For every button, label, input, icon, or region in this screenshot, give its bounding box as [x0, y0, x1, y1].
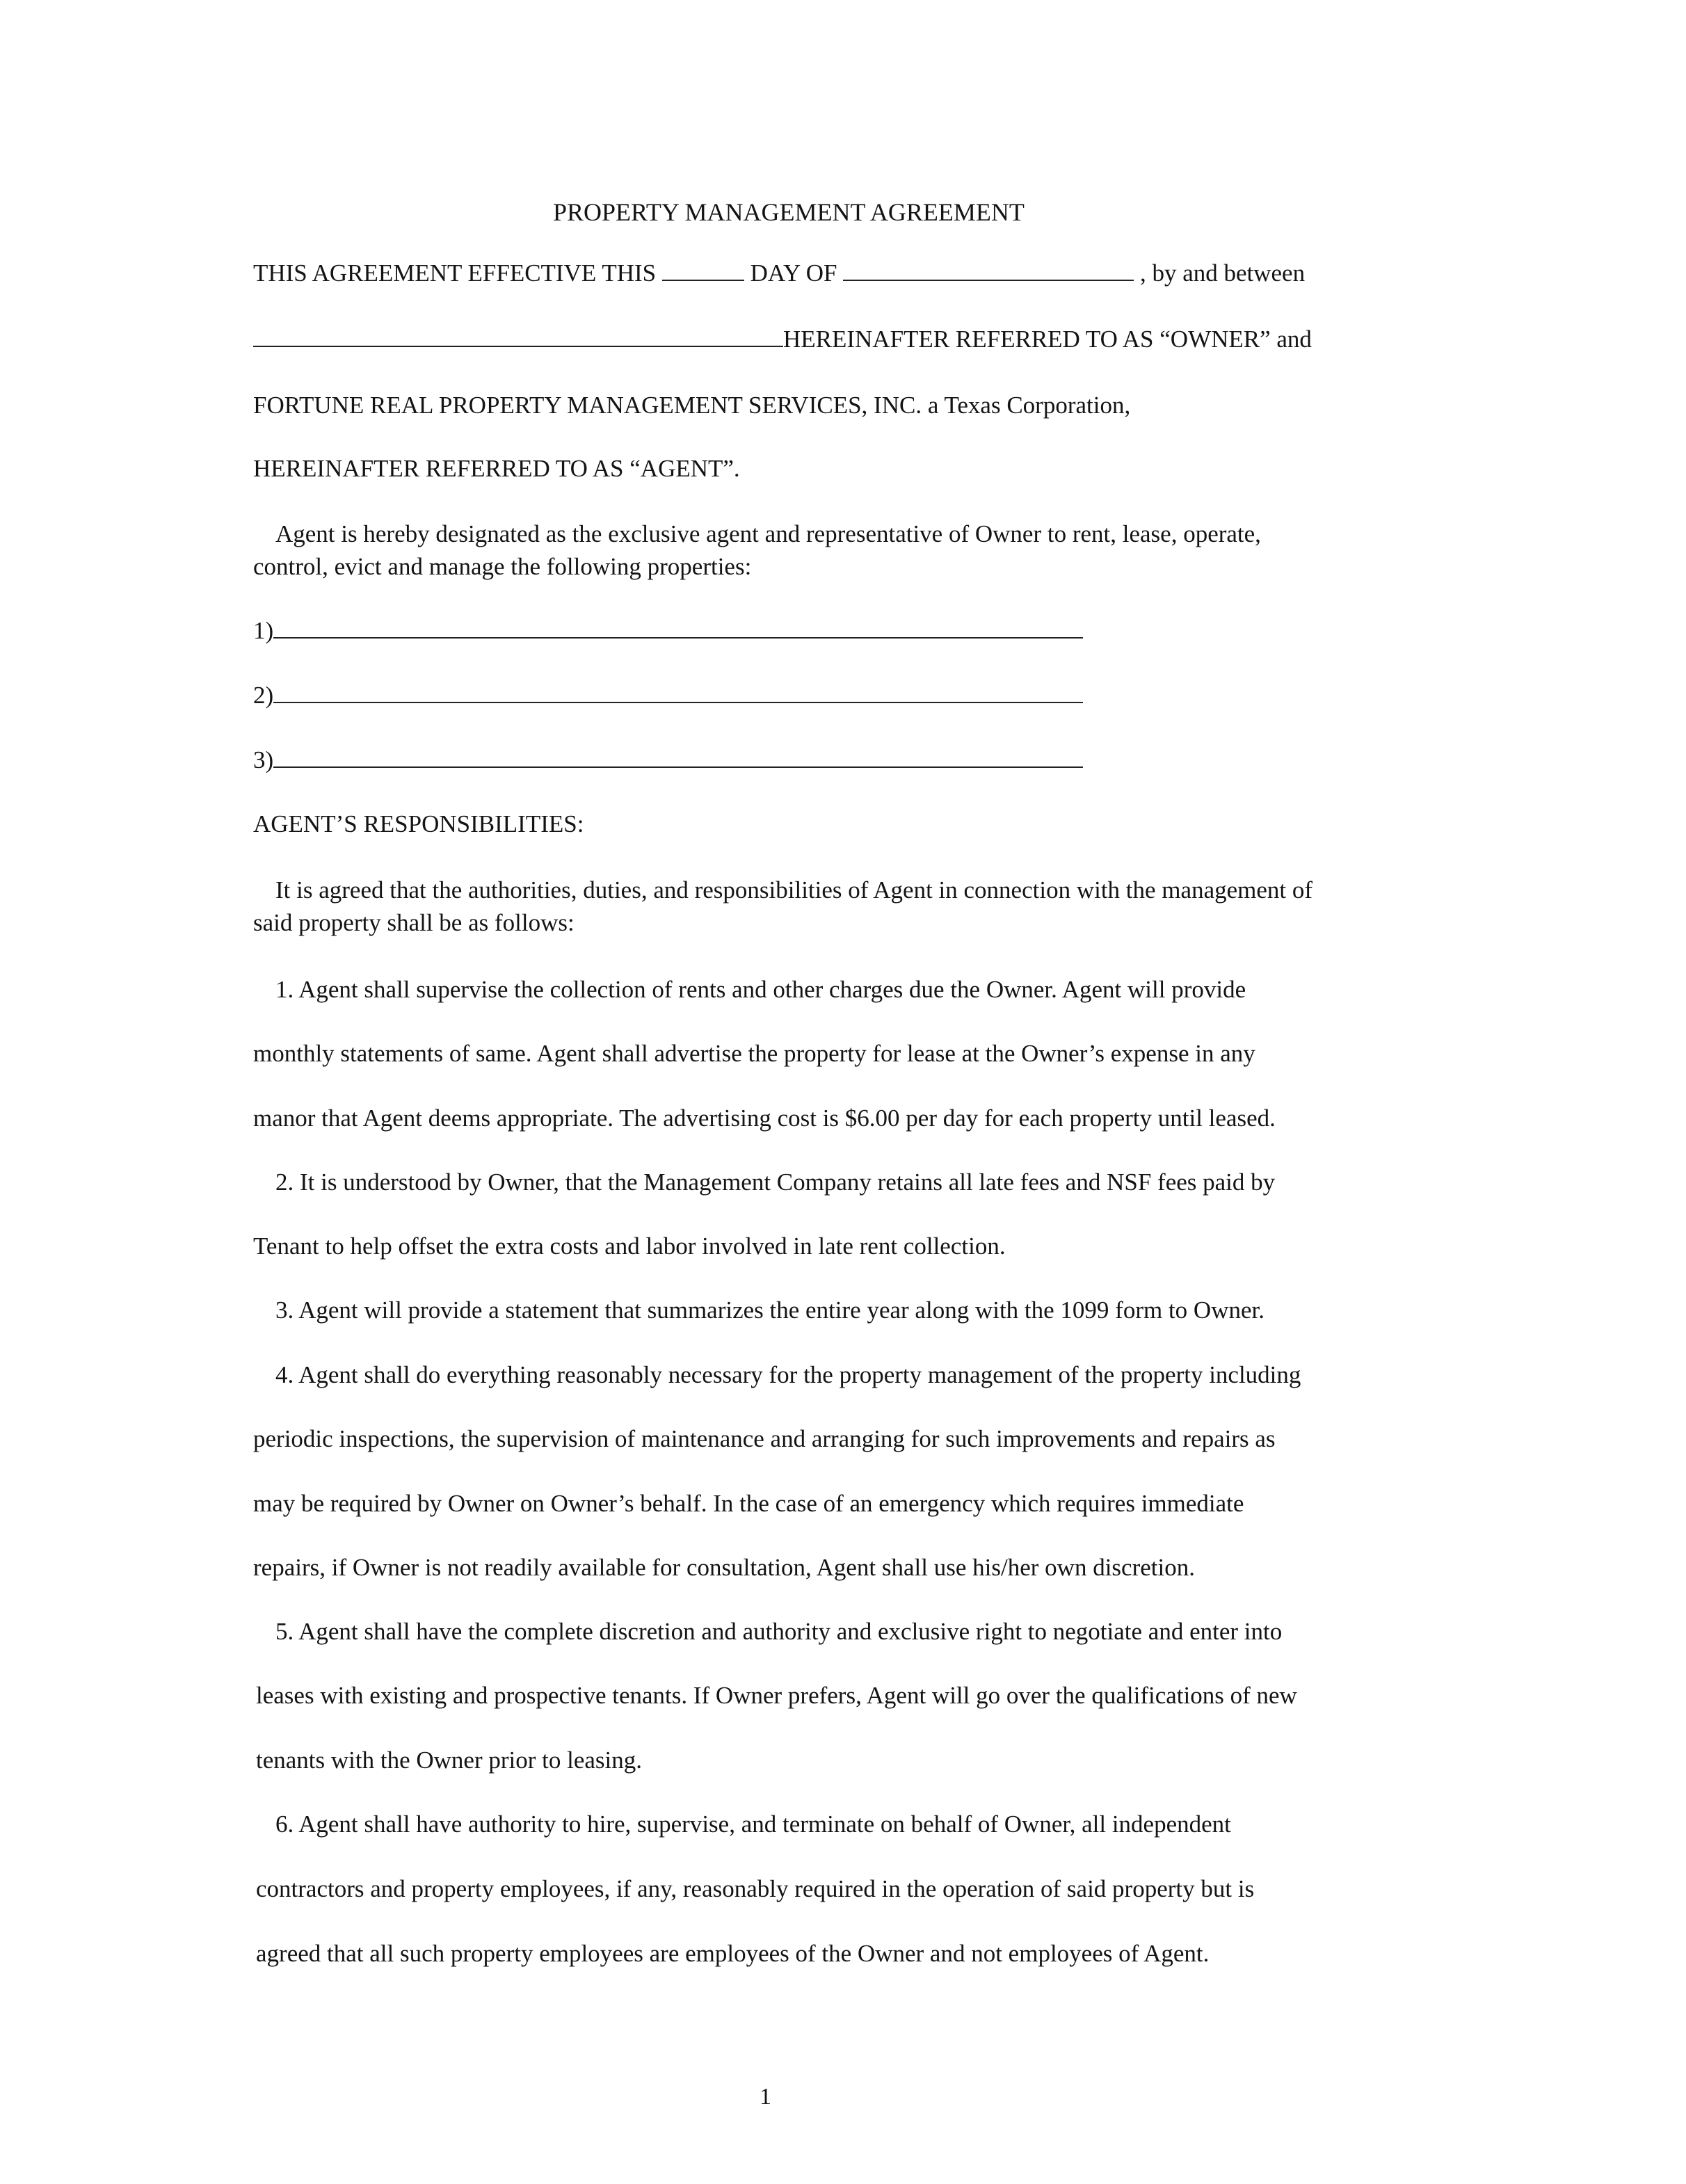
property-blank-2[interactable]: [273, 701, 1083, 703]
company-line: FORTUNE REAL PROPERTY MANAGEMENT SERVICES, INC. a Texas Corporation,: [253, 392, 1131, 419]
property-blank-1[interactable]: [273, 636, 1083, 639]
effective-prefix: THIS AGREEMENT EFFECTIVE THIS: [253, 259, 657, 287]
agent-reference: HEREINAFTER REFERRED TO AS “AGENT”.: [253, 455, 740, 482]
month-year-blank[interactable]: [843, 279, 1134, 281]
owner-name-blank[interactable]: [253, 345, 783, 347]
responsibilities-heading: AGENT’S RESPONSIBILITIES:: [253, 810, 584, 837]
clause-line: 6. Agent shall have authority to hire, supervise, and terminate on behalf of Owner, all independent: [275, 1810, 1231, 1838]
clause-line: Tenant to help offset the extra costs and labor involved in late rent collection.: [253, 1232, 1006, 1260]
by-and-between-label: , by and between: [1139, 259, 1306, 287]
property-label: 1): [253, 617, 274, 644]
owner-line: [253, 326, 1312, 353]
clause-line: contractors and property employees, if any, reasonably required in the operation of said property but is: [256, 1875, 1255, 1902]
clause-line: monthly statements of same. Agent shall advertise the property for lease at the Owner’s expense in any: [253, 1040, 1255, 1067]
owner-reference: HEREINAFTER REFERRED TO AS “OWNER” and: [783, 326, 1312, 353]
designation-line-2: control, evict and manage the following properties:: [253, 553, 752, 580]
page-title: PROPERTY MANAGEMENT AGREEMENT: [553, 198, 1025, 226]
property-blank-3[interactable]: [273, 766, 1083, 768]
clause-line: 1. Agent shall supervise the collection of rents and other charges due the Owner. Agent will provide: [275, 976, 1246, 1003]
property-line-1: [253, 617, 1083, 645]
clause-line: periodic inspections, the supervision of maintenance and arranging for such improvements and repairs as: [253, 1425, 1276, 1452]
intro-line-2: said property shall be as follows:: [253, 909, 575, 936]
page-number: 1: [760, 2084, 771, 2110]
effective-line: [253, 259, 1305, 287]
designation-line-1: Agent is hereby designated as the exclusive agent and representative of Owner to rent, lease, operate,: [275, 520, 1261, 547]
clause-line: leases with existing and prospective tenants. If Owner prefers, Agent will go over the qualifications of new: [256, 1682, 1297, 1709]
intro-line-1: It is agreed that the authorities, duties, and responsibilities of Agent in connection with the management of: [275, 876, 1313, 904]
day-of-label: DAY OF: [750, 259, 837, 287]
clause-line: manor that Agent deems appropriate. The advertising cost is $6.00 per day for each property until leased.: [253, 1105, 1276, 1132]
clause-line: 3. Agent will provide a statement that summarizes the entire year along with the 1099 form to Owner.: [275, 1296, 1264, 1324]
clause-line: 4. Agent shall do everything reasonably necessary for the property management of the property including: [275, 1361, 1301, 1388]
clause-line: may be required by Owner on Owner’s behalf. In the case of an emergency which requires immediate: [253, 1490, 1244, 1517]
clause-line: repairs, if Owner is not readily available for consultation, Agent shall use his/her own discretion.: [253, 1554, 1195, 1581]
property-line-3: [253, 746, 1083, 774]
property-line-2: [253, 682, 1083, 709]
clause-line: 2. It is understood by Owner, that the Management Company retains all late fees and NSF fees paid by: [275, 1169, 1276, 1196]
day-blank[interactable]: [662, 279, 744, 281]
property-label: 3): [253, 746, 274, 773]
clause-line: tenants with the Owner prior to leasing.: [256, 1747, 643, 1774]
clause-line: agreed that all such property employees are employees of the Owner and not employees of Agent.: [256, 1940, 1210, 1967]
clause-line: 5. Agent shall have the complete discretion and authority and exclusive right to negotiate and enter into: [275, 1618, 1283, 1645]
property-label: 2): [253, 682, 274, 709]
